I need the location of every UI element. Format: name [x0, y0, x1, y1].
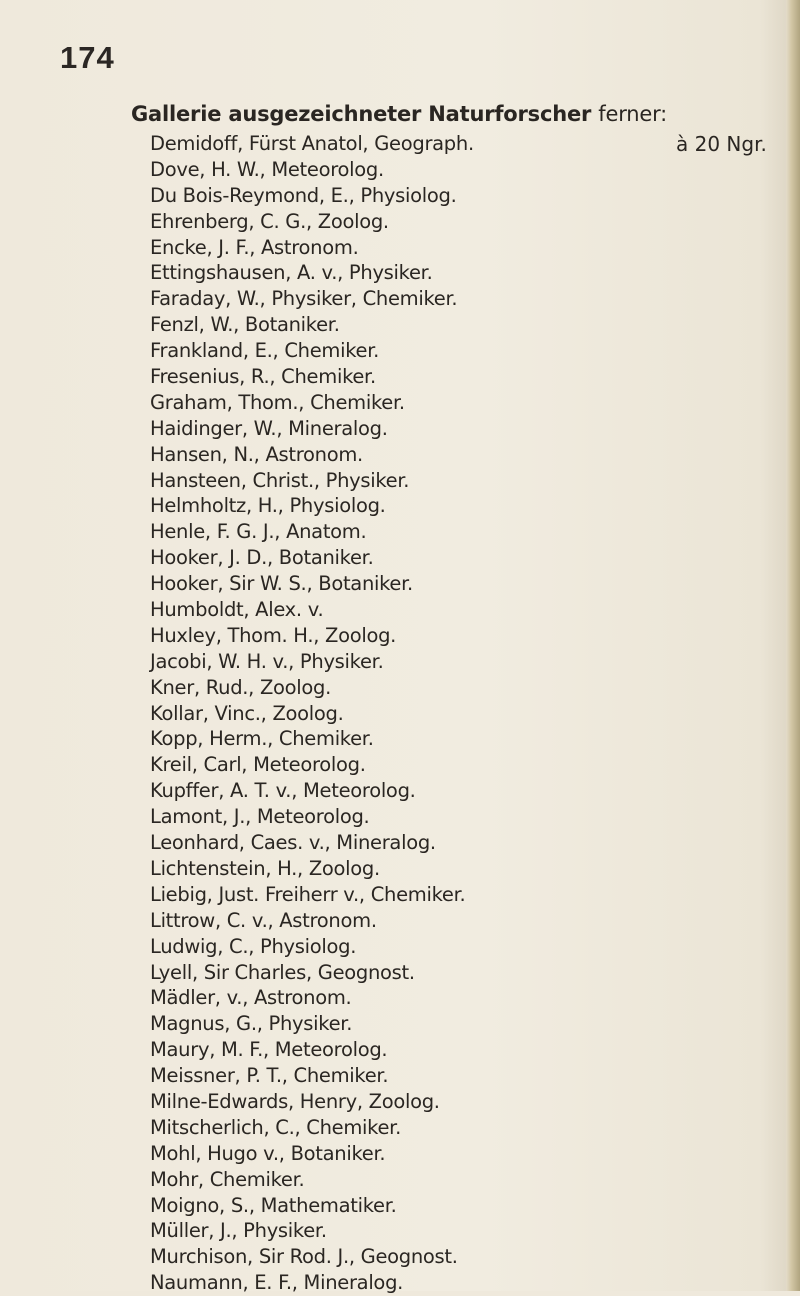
list-item: Ludwig, C., Physiolog. [150, 934, 357, 958]
list-item: Kollar, Vinc., Zoolog. [150, 701, 344, 725]
list-item: Lichtenstein, H., Zoolog. [150, 856, 380, 880]
list-item: Jacobi, W. H. v., Physiker. [150, 649, 384, 673]
list-item: Ettingshausen, A. v., Physiker. [150, 261, 433, 285]
list-item: Mohr, Chemiker. [150, 1167, 305, 1191]
list-item: Mohl, Hugo v., Botaniker. [150, 1141, 386, 1165]
list-item: Kupffer, A. T. v., Meteorolog. [150, 779, 416, 803]
list-item: Frankland, E., Chemiker. [150, 339, 380, 363]
page-edge [786, 0, 800, 1291]
list-item: Naumann, E. F., Mineralog. [150, 1271, 404, 1295]
list-item: Leonhard, Caes. v., Mineralog. [150, 831, 436, 855]
list-item: Du Bois-Reymond, E., Physiolog. [150, 183, 457, 207]
list-item: Liebig, Just. Freiherr v., Chemiker. [150, 882, 466, 906]
list-item: Meissner, P. T., Chemiker. [150, 1064, 389, 1088]
list-item: Müller, J., Physiker. [150, 1219, 327, 1243]
heading-suffix: ferner: [598, 102, 668, 126]
list-item: Fresenius, R., Chemiker. [150, 365, 376, 389]
list-item: Kner, Rud., Zoolog. [150, 675, 332, 699]
list-item: Humboldt, Alex. v. [150, 598, 324, 622]
list-item: Encke, J. F., Astronom. [150, 235, 359, 259]
list-item: Demidoff, Fürst Anatol, Geograph. [150, 132, 474, 155]
list-item: Dove, H. W., Meteorolog. [150, 157, 384, 181]
list-item: Faraday, W., Physiker, Chemiker. [150, 287, 458, 311]
list-item: Mitscherlich, C., Chemiker. [150, 1115, 401, 1139]
section-heading [131, 102, 667, 126]
heading-title: Gallerie ausgezeichneter Naturforscher [131, 102, 592, 126]
list-item: Magnus, G., Physiker. [150, 1012, 353, 1036]
list-item: Lyell, Sir Charles, Geognost. [150, 960, 415, 984]
list-item: Milne-Edwards, Henry, Zoolog. [150, 1089, 440, 1113]
page-number: 174 [60, 40, 115, 75]
list-item: Graham, Thom., Chemiker. [150, 390, 405, 414]
list-item: Littrow, C. v., Astronom. [150, 908, 377, 932]
price-label: à 20 Ngr. [676, 132, 767, 156]
list-item: Moigno, S., Mathematiker. [150, 1193, 397, 1217]
list-item: Mädler, v., Astronom. [150, 986, 352, 1010]
list-item: Helmholtz, H., Physiolog. [150, 494, 386, 518]
naturalist-list [150, 131, 474, 1296]
list-item: Henle, F. G. J., Anatom. [150, 520, 367, 544]
list-item: Murchison, Sir Rod. J., Geognost. [150, 1245, 458, 1269]
list-item: Hansen, N., Astronom. [150, 442, 363, 466]
list-item: Hooker, J. D., Botaniker. [150, 546, 374, 570]
list-item: Hooker, Sir W. S., Botaniker. [150, 572, 413, 596]
list-item: Kopp, Herm., Chemiker. [150, 727, 374, 751]
list-item: Ehrenberg, C. G., Zoolog. [150, 209, 389, 233]
list-item: Fenzl, W., Botaniker. [150, 313, 340, 337]
list-item: Hansteen, Christ., Physiker. [150, 468, 410, 492]
list-item: Huxley, Thom. H., Zoolog. [150, 623, 397, 647]
list-item: Kreil, Carl, Meteorolog. [150, 753, 366, 777]
list-item: Maury, M. F., Meteorolog. [150, 1038, 388, 1062]
list-item: Haidinger, W., Mineralog. [150, 416, 388, 440]
list-item: Lamont, J., Meteorolog. [150, 805, 370, 829]
